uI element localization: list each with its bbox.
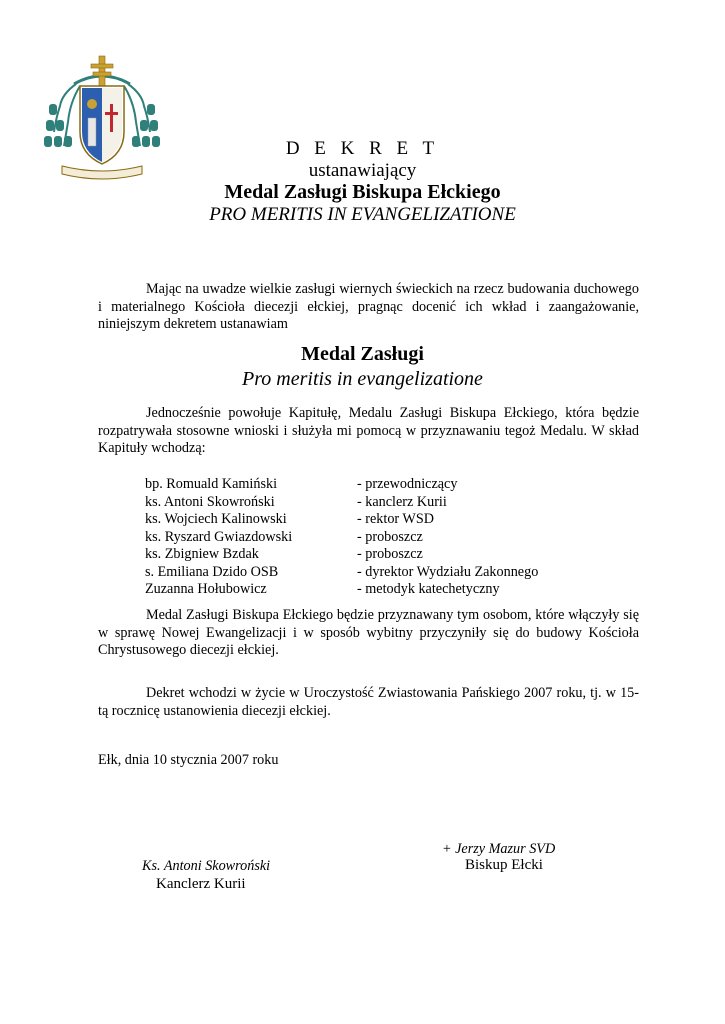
medal-heading: Medal Zasługi bbox=[301, 343, 424, 365]
member-name: ks. Zbigniew Bzdak bbox=[145, 546, 259, 562]
list-item bbox=[145, 529, 538, 547]
latin-motto: PRO MERITIS IN EVANGELIZATIONE bbox=[209, 204, 516, 225]
chapter-paragraph: Jednocześnie powołuje Kapitułę, Medalu Zasługi Biskupa Ełckiego, która będzie rozpatrywała stosowne wnioski i służyła mi pomocą w przyznawaniu tegoż Medalu. W skład Kapituły wchodzą: bbox=[98, 405, 639, 456]
list-item bbox=[145, 581, 538, 599]
list-item bbox=[145, 494, 538, 512]
decree-subtitle: ustanawiający bbox=[308, 160, 417, 181]
award-paragraph: Medal Zasługi Biskupa Ełckiego będzie przyznawany tym osobom, które włączyły się w sprawę Nowej Ewangelizacji i w sposób wybitny przyczyniły się do budowy Kościoła Chrystusowego diecezji ełckiej. bbox=[98, 607, 639, 658]
intro-paragraph: Mając na uwadze wielkie zasługi wiernych świeckich na rzecz budowania duchowego i materialnego Kościoła diecezji ełckiej, pragnąc docenić ich wkład i zaangażowanie, niniejszym dekretem ustanawiam bbox=[98, 281, 639, 332]
medal-subheading: Pro meritis in evangelizatione bbox=[242, 368, 483, 390]
member-role: - rektor WSD bbox=[357, 511, 434, 527]
medal-name: Medal Zasługi Biskupa Ełckiego bbox=[224, 181, 501, 203]
chancellor-title: Kanclerz Kurii bbox=[156, 876, 246, 892]
list-item bbox=[145, 511, 538, 529]
member-name: ks. Wojciech Kalinowski bbox=[145, 511, 287, 527]
member-role: - proboszcz bbox=[357, 546, 423, 562]
member-role: - przewodniczący bbox=[357, 476, 458, 492]
member-role: - kanclerz Kurii bbox=[357, 493, 447, 510]
effective-date-paragraph: Dekret wchodzi w życie w Uroczystość Zwiastowania Pańskiego 2007 roku, tj. w 15-tą rocznicę ustanowienia diecezji ełckiej. bbox=[98, 685, 639, 719]
member-name: ks. Antoni Skowroński bbox=[145, 493, 275, 510]
bishop-signature: + Jerzy Mazur SVD bbox=[442, 841, 556, 857]
member-name: ks. Ryszard Gwiazdowski bbox=[145, 528, 293, 545]
member-name: s. Emiliana Dzido OSB bbox=[145, 563, 279, 580]
list-item bbox=[145, 476, 538, 494]
member-role: - proboszcz bbox=[357, 528, 423, 545]
member-name: bp. Romuald Kamiński bbox=[145, 476, 278, 492]
member-role: - metodyk katechetyczny bbox=[357, 581, 500, 597]
member-role: - dyrektor Wydziału Zakonnego bbox=[357, 563, 539, 580]
place-date: Ełk, dnia 10 stycznia 2007 roku bbox=[98, 752, 279, 768]
member-name: Zuzanna Hołubowicz bbox=[145, 581, 267, 597]
chancellor-signature: Ks. Antoni Skowroński bbox=[142, 858, 271, 874]
list-item bbox=[145, 564, 538, 582]
decree-title: D E K R E T bbox=[285, 138, 440, 159]
chapter-members-list bbox=[145, 476, 538, 599]
bishop-title: Biskup Ełcki bbox=[465, 857, 543, 873]
list-item bbox=[145, 546, 538, 564]
